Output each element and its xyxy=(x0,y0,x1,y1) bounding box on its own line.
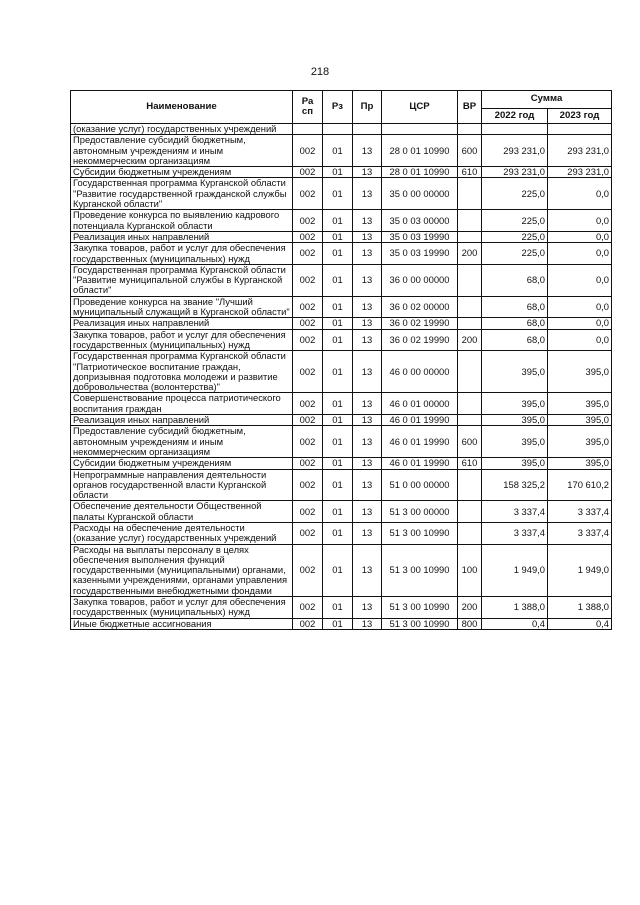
table-row xyxy=(71,415,612,426)
cell-vr xyxy=(458,469,482,501)
cell-csr: 36 0 02 19990 xyxy=(382,318,458,329)
cell-2023: 293 231,0 xyxy=(548,167,612,178)
header-name: Наименование xyxy=(71,91,293,124)
cell-2022: 68,0 xyxy=(482,329,548,351)
cell-2023: 395,0 xyxy=(548,351,612,393)
cell-vr xyxy=(458,296,482,318)
cell-name: Государственная программа Курганской области "Развитие государственной гражданской службы Курганской области" xyxy=(71,178,293,210)
header-2023: 2023 год xyxy=(548,109,612,124)
cell-2022: 68,0 xyxy=(482,318,548,329)
cell-2023: 0,0 xyxy=(548,318,612,329)
cell-csr: 35 0 03 00000 xyxy=(382,210,458,232)
table-row xyxy=(71,501,612,523)
cell-csr xyxy=(382,124,458,135)
cell-vr xyxy=(458,501,482,523)
cell-pr: 13 xyxy=(353,393,382,415)
table-row xyxy=(71,243,612,265)
cell-rasp: 002 xyxy=(293,469,323,501)
cell-vr xyxy=(458,210,482,232)
cell-name: (оказание услуг) государственных учреждений xyxy=(71,124,293,135)
cell-2022: 395,0 xyxy=(482,351,548,393)
cell-rz: 01 xyxy=(323,393,353,415)
table-row xyxy=(71,393,612,415)
cell-vr xyxy=(458,318,482,329)
table-row xyxy=(71,351,612,393)
cell-pr: 13 xyxy=(353,296,382,318)
cell-2023: 0,0 xyxy=(548,243,612,265)
cell-csr: 51 3 00 10990 xyxy=(382,618,458,629)
cell-rz: 01 xyxy=(323,501,353,523)
cell-2022: 0,4 xyxy=(482,618,548,629)
cell-rz: 01 xyxy=(323,135,353,167)
table-row xyxy=(71,544,612,596)
table-row xyxy=(71,296,612,318)
cell-name: Реализация иных направлений xyxy=(71,231,293,242)
cell-2023: 293 231,0 xyxy=(548,135,612,167)
table-row xyxy=(71,264,612,296)
cell-rz: 01 xyxy=(323,351,353,393)
cell-csr: 46 0 01 00000 xyxy=(382,393,458,415)
cell-pr: 13 xyxy=(353,318,382,329)
cell-name: Обеспечение деятельности Общественной палаты Курганской области xyxy=(71,501,293,523)
table-body xyxy=(71,124,612,630)
cell-csr: 28 0 01 10990 xyxy=(382,167,458,178)
cell-vr: 800 xyxy=(458,618,482,629)
cell-rz: 01 xyxy=(323,469,353,501)
cell-2023 xyxy=(548,124,612,135)
page-number: 218 xyxy=(310,66,330,78)
cell-csr: 51 3 00 10990 xyxy=(382,522,458,544)
cell-2022: 3 337,4 xyxy=(482,501,548,523)
header-2022: 2022 год xyxy=(482,109,548,124)
table-row xyxy=(71,522,612,544)
cell-2022: 395,0 xyxy=(482,393,548,415)
cell-vr: 610 xyxy=(458,167,482,178)
cell-vr xyxy=(458,393,482,415)
cell-2023: 3 337,4 xyxy=(548,522,612,544)
header-vr: ВР xyxy=(458,91,482,124)
cell-2022: 395,0 xyxy=(482,458,548,469)
cell-rz: 01 xyxy=(323,318,353,329)
cell-name: Проведение конкурса по выявлению кадрового потенциала Курганской области xyxy=(71,210,293,232)
cell-csr: 46 0 00 00000 xyxy=(382,351,458,393)
cell-rasp: 002 xyxy=(293,329,323,351)
cell-2022: 395,0 xyxy=(482,415,548,426)
cell-name: Государственная программа Курганской области "Патриотическое воспитание граждан, допризывная подготовка молодежи и развитие добровольчества (волонтерства)" xyxy=(71,351,293,393)
cell-pr: 13 xyxy=(353,501,382,523)
cell-csr: 51 3 00 10990 xyxy=(382,597,458,619)
cell-pr: 13 xyxy=(353,243,382,265)
cell-name: Закупка товаров, работ и услуг для обеспечения государственных (муниципальных) нужд xyxy=(71,329,293,351)
cell-name: Субсидии бюджетным учреждениям xyxy=(71,167,293,178)
cell-csr: 51 3 00 10990 xyxy=(382,544,458,596)
cell-name: Расходы на обеспечение деятельности (оказание услуг) государственных учреждений xyxy=(71,522,293,544)
cell-rz: 01 xyxy=(323,426,353,458)
table-row xyxy=(71,469,612,501)
cell-2022: 225,0 xyxy=(482,178,548,210)
cell-rz: 01 xyxy=(323,522,353,544)
cell-rasp: 002 xyxy=(293,231,323,242)
cell-rasp: 002 xyxy=(293,178,323,210)
header-csr: ЦСР xyxy=(382,91,458,124)
table-row xyxy=(71,231,612,242)
cell-pr: 13 xyxy=(353,415,382,426)
cell-2023: 3 337,4 xyxy=(548,501,612,523)
header-rz: Рз xyxy=(323,91,353,124)
cell-2023: 395,0 xyxy=(548,426,612,458)
cell-pr: 13 xyxy=(353,618,382,629)
cell-2022: 293 231,0 xyxy=(482,135,548,167)
cell-2023: 0,0 xyxy=(548,264,612,296)
cell-csr: 51 0 00 00000 xyxy=(382,469,458,501)
cell-name: Расходы на выплаты персоналу в целях обеспечения выполнения функций государственными (муниципальными) органами, казенными учреждениями, органами управления государственными внебюджетными фондами xyxy=(71,544,293,596)
cell-rasp: 002 xyxy=(293,415,323,426)
table-row xyxy=(71,135,612,167)
cell-rasp: 002 xyxy=(293,501,323,523)
cell-2023: 1 949,0 xyxy=(548,544,612,596)
cell-rz: 01 xyxy=(323,597,353,619)
cell-2023: 0,0 xyxy=(548,231,612,242)
cell-rz xyxy=(323,124,353,135)
cell-pr: 13 xyxy=(353,264,382,296)
cell-2023: 0,0 xyxy=(548,296,612,318)
cell-vr xyxy=(458,124,482,135)
cell-vr xyxy=(458,351,482,393)
cell-rasp: 002 xyxy=(293,318,323,329)
cell-pr: 13 xyxy=(353,135,382,167)
cell-pr: 13 xyxy=(353,469,382,501)
table-row xyxy=(71,426,612,458)
cell-pr: 13 xyxy=(353,597,382,619)
cell-name: Непрограммные направления деятельности органов государственной власти Курганской области xyxy=(71,469,293,501)
cell-rz: 01 xyxy=(323,618,353,629)
budget-table xyxy=(70,90,612,630)
cell-rasp: 002 xyxy=(293,458,323,469)
cell-2023: 1 388,0 xyxy=(548,597,612,619)
cell-2022: 158 325,2 xyxy=(482,469,548,501)
cell-pr xyxy=(353,124,382,135)
cell-2023: 395,0 xyxy=(548,393,612,415)
cell-pr: 13 xyxy=(353,458,382,469)
cell-rz: 01 xyxy=(323,210,353,232)
cell-rasp: 002 xyxy=(293,618,323,629)
cell-2022: 225,0 xyxy=(482,210,548,232)
table-row xyxy=(71,458,612,469)
table-row xyxy=(71,329,612,351)
cell-rasp: 002 xyxy=(293,351,323,393)
table-row xyxy=(71,210,612,232)
cell-name: Субсидии бюджетным учреждениям xyxy=(71,458,293,469)
cell-rasp xyxy=(293,124,323,135)
cell-2023: 170 610,2 xyxy=(548,469,612,501)
cell-name: Проведение конкурса на звание "Лучший муниципальный служащий в Курганской области" xyxy=(71,296,293,318)
cell-rz: 01 xyxy=(323,264,353,296)
cell-name: Реализация иных направлений xyxy=(71,415,293,426)
cell-rasp: 002 xyxy=(293,544,323,596)
cell-csr: 28 0 01 10990 xyxy=(382,135,458,167)
cell-pr: 13 xyxy=(353,167,382,178)
cell-rasp: 002 xyxy=(293,210,323,232)
cell-2023: 0,0 xyxy=(548,178,612,210)
cell-csr: 36 0 02 00000 xyxy=(382,296,458,318)
cell-2022: 68,0 xyxy=(482,264,548,296)
cell-vr: 610 xyxy=(458,458,482,469)
cell-vr: 600 xyxy=(458,426,482,458)
cell-2023: 395,0 xyxy=(548,415,612,426)
cell-2022: 225,0 xyxy=(482,231,548,242)
cell-csr: 46 0 01 19990 xyxy=(382,415,458,426)
cell-name: Закупка товаров, работ и услуг для обеспечения государственных (муниципальных) нужд xyxy=(71,243,293,265)
cell-vr xyxy=(458,231,482,242)
cell-rz: 01 xyxy=(323,167,353,178)
cell-rasp: 002 xyxy=(293,243,323,265)
cell-pr: 13 xyxy=(353,426,382,458)
cell-2022 xyxy=(482,124,548,135)
cell-rasp: 002 xyxy=(293,296,323,318)
cell-rz: 01 xyxy=(323,243,353,265)
cell-rasp: 002 xyxy=(293,167,323,178)
cell-rz: 01 xyxy=(323,329,353,351)
cell-csr: 35 0 03 19990 xyxy=(382,231,458,242)
cell-pr: 13 xyxy=(353,329,382,351)
cell-vr: 100 xyxy=(458,544,482,596)
cell-rasp: 002 xyxy=(293,426,323,458)
cell-pr: 13 xyxy=(353,351,382,393)
table-row xyxy=(71,597,612,619)
cell-rz: 01 xyxy=(323,296,353,318)
cell-name: Совершенствование процесса патриотического воспитания граждан xyxy=(71,393,293,415)
table-row xyxy=(71,167,612,178)
cell-csr: 35 0 00 00000 xyxy=(382,178,458,210)
cell-name: Предоставление субсидий бюджетным, автономным учреждениям и иным некоммерческим организациям xyxy=(71,426,293,458)
table-row xyxy=(71,178,612,210)
cell-rasp: 002 xyxy=(293,393,323,415)
cell-rasp: 002 xyxy=(293,597,323,619)
cell-pr: 13 xyxy=(353,544,382,596)
cell-2022: 1 949,0 xyxy=(482,544,548,596)
cell-2022: 1 388,0 xyxy=(482,597,548,619)
cell-vr xyxy=(458,264,482,296)
cell-csr: 46 0 01 19990 xyxy=(382,426,458,458)
cell-csr: 36 0 02 19990 xyxy=(382,329,458,351)
cell-csr: 35 0 03 19990 xyxy=(382,243,458,265)
cell-name: Предоставление субсидий бюджетным, автономным учреждениям и иным некоммерческим организациям xyxy=(71,135,293,167)
table-row xyxy=(71,124,612,135)
cell-pr: 13 xyxy=(353,231,382,242)
cell-2022: 225,0 xyxy=(482,243,548,265)
cell-vr: 200 xyxy=(458,243,482,265)
table-row xyxy=(71,318,612,329)
cell-vr: 200 xyxy=(458,597,482,619)
cell-csr: 51 3 00 00000 xyxy=(382,501,458,523)
header-sum: Сумма xyxy=(482,91,612,109)
header-pr: Пр xyxy=(353,91,382,124)
cell-rz: 01 xyxy=(323,231,353,242)
cell-2022: 3 337,4 xyxy=(482,522,548,544)
cell-rz: 01 xyxy=(323,415,353,426)
cell-2023: 0,0 xyxy=(548,329,612,351)
cell-name: Государственная программа Курганской области "Развитие муниципальной службы в Курганской области" xyxy=(71,264,293,296)
cell-vr xyxy=(458,522,482,544)
cell-pr: 13 xyxy=(353,210,382,232)
cell-2022: 68,0 xyxy=(482,296,548,318)
cell-pr: 13 xyxy=(353,178,382,210)
cell-name: Закупка товаров, работ и услуг для обеспечения государственных (муниципальных) нужд xyxy=(71,597,293,619)
cell-2022: 293 231,0 xyxy=(482,167,548,178)
cell-vr xyxy=(458,415,482,426)
header-rasp: Ра сп xyxy=(293,91,323,124)
cell-name: Иные бюджетные ассигнования xyxy=(71,618,293,629)
cell-vr: 600 xyxy=(458,135,482,167)
cell-name: Реализация иных направлений xyxy=(71,318,293,329)
cell-rasp: 002 xyxy=(293,522,323,544)
cell-pr: 13 xyxy=(353,522,382,544)
cell-vr xyxy=(458,178,482,210)
cell-csr: 46 0 01 19990 xyxy=(382,458,458,469)
cell-rasp: 002 xyxy=(293,264,323,296)
cell-rz: 01 xyxy=(323,458,353,469)
table-row xyxy=(71,618,612,629)
cell-rz: 01 xyxy=(323,544,353,596)
cell-rasp: 002 xyxy=(293,135,323,167)
cell-2023: 0,0 xyxy=(548,210,612,232)
cell-rz: 01 xyxy=(323,178,353,210)
cell-2023: 395,0 xyxy=(548,458,612,469)
cell-csr: 36 0 00 00000 xyxy=(382,264,458,296)
cell-2022: 395,0 xyxy=(482,426,548,458)
cell-2023: 0,4 xyxy=(548,618,612,629)
cell-vr: 200 xyxy=(458,329,482,351)
